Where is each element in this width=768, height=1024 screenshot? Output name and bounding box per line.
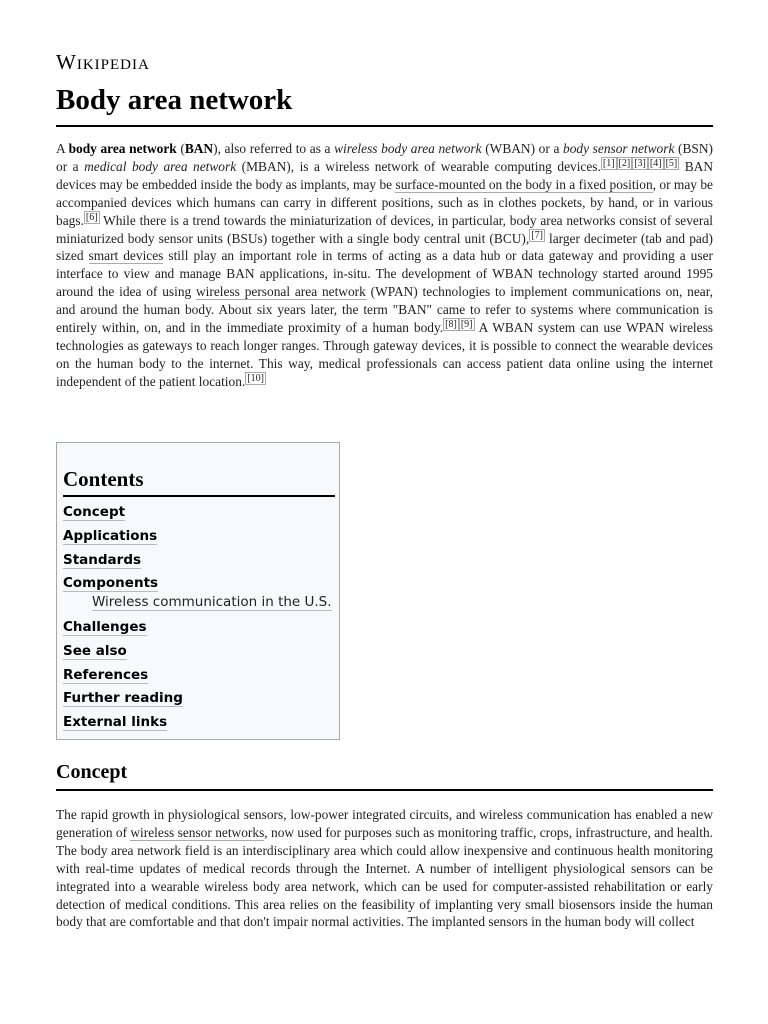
title-divider bbox=[56, 125, 713, 127]
citation-link[interactable]: [3] bbox=[634, 157, 646, 169]
toc-item-further-reading[interactable]: Further reading bbox=[63, 690, 183, 706]
citation-link[interactable]: [2] bbox=[618, 157, 631, 169]
page-title: Body area network bbox=[56, 84, 293, 116]
section-divider bbox=[56, 789, 713, 791]
wikipedia-logo[interactable]: Wikipedia bbox=[56, 50, 150, 74]
toc-item-components[interactable]: Components bbox=[63, 575, 159, 591]
link-wpan[interactable]: wireless personal area network bbox=[196, 284, 366, 300]
section-heading-concept: Concept bbox=[56, 761, 128, 783]
toc-item-applications[interactable]: Applications bbox=[63, 528, 158, 544]
table-of-contents bbox=[56, 442, 340, 740]
lead-paragraph: A body area network (BAN), also referred to as a wireless body area network (WBAN) or a body sensor network (BSN) or a medical body area network (MBAN), is a wireless network of wearable computing devices. [1] [2] [3] [4] [5] BAN devices may be embedded inside the body as implants, may be surface-mounted on the body in a fixed position, or may be accompanied devices which humans can carry in different positions, such as in clothes pockets, by hand, or in various bags. [6] While there is a trend towards the miniaturization of devices, in particular, body area networks consist of several miniaturized body sensor units (BSUs) together with a single body central unit (BCU), [7] larger decimeter (tab and pad) sized smart devices still play an important role in terms of acting as a data hub or data gateway and providing a user interface to view and manage BAN applications, in-situ. The development of WBAN technology started around 1995 around the idea of using wireless personal area network (WPAN) technologies to implement communications on, near, and around the human body. About six years later, the term "BAN" came to refer to systems where communication is entirely within, on, and in the immediate proximity of a human body. [8] [9] A WBAN system can use WPAN wireless technologies as gateways to reach longer ranges. Through gateway devices, it is possible to connect the wearable devices on the human body to the internet. This way, medical professionals can access patient data online using the internet independent of the patient location. [10] bbox=[56, 141, 714, 389]
toc-item-concept[interactable]: Concept bbox=[63, 504, 126, 520]
toc-item-external-links[interactable]: External links bbox=[63, 714, 168, 730]
citation-link[interactable]: [7] bbox=[531, 229, 543, 241]
toc-item-wireless-communication[interactable]: Wireless communication in the U.S. bbox=[92, 594, 332, 610]
toc-item-see-also[interactable]: See also bbox=[63, 643, 127, 659]
citation-link[interactable]: [4] bbox=[649, 157, 662, 169]
link-wireless-sensor-networks[interactable]: wireless sensor networks bbox=[130, 824, 265, 840]
toc-item-references[interactable]: References bbox=[63, 667, 149, 683]
citation-link[interactable]: [1] bbox=[602, 157, 615, 169]
link-surface-mounted[interactable]: surface-mounted on the body in a fixed position bbox=[395, 176, 653, 192]
toc-divider bbox=[63, 495, 335, 497]
citation-link[interactable]: [5] bbox=[665, 157, 678, 169]
toc-item-standards[interactable]: Standards bbox=[63, 552, 142, 568]
toc-item-challenges[interactable]: Challenges bbox=[63, 619, 147, 635]
citation-link[interactable]: [10] bbox=[247, 372, 264, 384]
citation-link[interactable]: [6] bbox=[85, 211, 98, 223]
link-smart-devices[interactable]: smart devices bbox=[88, 248, 164, 264]
citation-link[interactable]: [9] bbox=[460, 319, 473, 331]
citation-link[interactable]: [8] bbox=[445, 319, 457, 331]
toc-title: Contents bbox=[63, 467, 144, 491]
concept-paragraph: The rapid growth in physiological sensors, low-power integrated circuits, and wireless communication has enabled a new generation of wireless sensor networks, now used for purposes such as monitoring traffic, crops, infrastructure, and health. The body area network field is an interdisciplinary area which could allow inexpensive and continuous health monitoring with real-time updates of medical records through the Internet. A number of intelligent physiological sensors can be integrated into a wearable wireless body area network, which can be used for computer-assisted rehabilitation or early detection of medical conditions. This area relies on the feasibility of implanting very small biosensors inside the human body that are comfortable and that don't impair normal activities. The implanted sensors in the human body will collect bbox=[56, 807, 713, 930]
